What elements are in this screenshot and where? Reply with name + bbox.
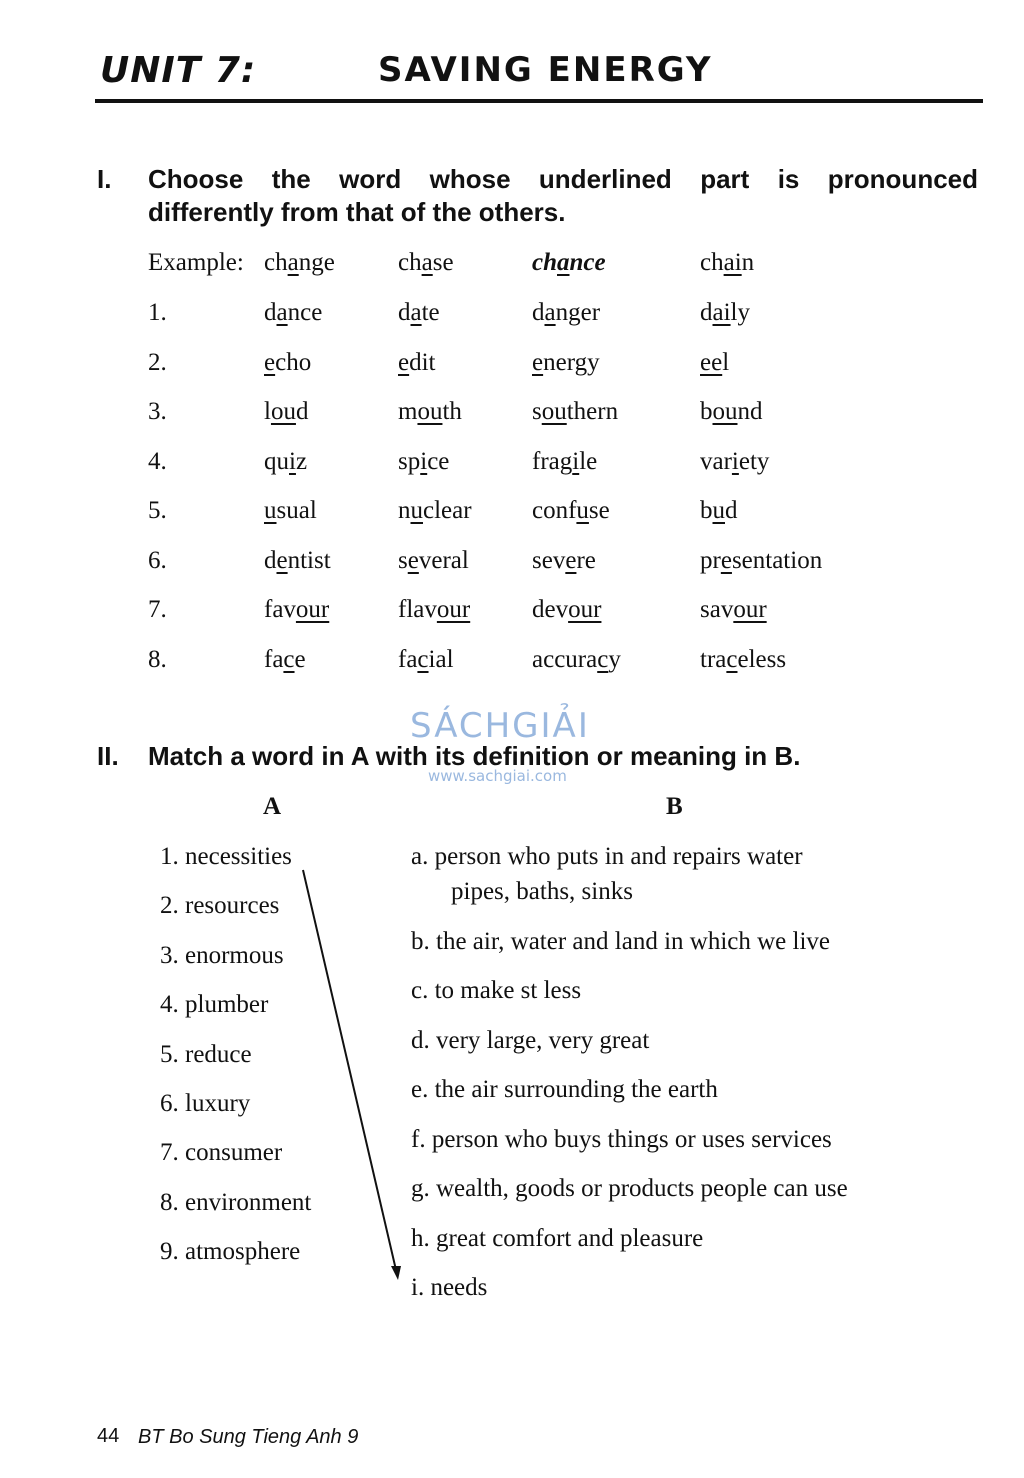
underlined-part: c [597,645,609,673]
word-part: ial [428,645,454,673]
book-title: BT Bo Sung Tieng Anh 9 [138,1426,359,1448]
column-a-item: 7. consumer [160,1139,283,1167]
row-number: 5. [148,497,167,524]
word-part: l [264,398,271,425]
word-part: fa [398,645,418,673]
underlined-part: ai [712,299,731,326]
underlined-part: e [407,546,419,574]
underlined-part: our [733,596,767,623]
word-part: th [442,398,462,425]
column-b-item: h. great comfort and pleasure [411,1225,704,1252]
page-title: SAVING ENERGY [378,50,713,90]
row-number: 4. [148,447,167,475]
column-b-item: b. the air, water and land in which we live [411,928,830,955]
word-part: d [264,546,277,574]
word-part: veral [418,546,469,574]
underlined-part: ou [712,398,738,425]
column-b-item: e. the air surrounding the earth [411,1076,718,1103]
word-part: nce [287,299,323,326]
word-part: d [700,299,713,326]
underlined-part: e [532,348,544,376]
row-number: 6. [148,546,167,574]
underlined-part: e [398,348,410,376]
section2-number: II. [97,741,119,771]
underlined-part: a [276,299,288,326]
underlined-part: e [565,546,577,574]
word-part: se [588,497,610,524]
word-part: e [294,645,306,673]
underlined-part: ou [270,398,296,425]
word-part: d [398,299,411,326]
word-part: accura [532,645,598,673]
word-part: flav [398,596,437,623]
word-part: dev [532,596,569,623]
underlined-part: our [436,596,471,623]
word-part: n [398,497,411,524]
word-part: frag [532,447,573,475]
word-part: sav [700,596,734,623]
column-b-item-continued: pipes, baths, sinks [451,878,633,905]
column-a-item: 6. luxury [160,1090,251,1117]
underlined-part: e [720,546,732,574]
word-part: fav [264,596,296,623]
column-a-item: 2. resources [160,892,280,920]
underlined-part: a [410,299,422,326]
row-number: 8. [148,645,167,673]
word-part: m [398,398,418,425]
word-part: sual [276,497,317,524]
word-part: nge [298,249,335,276]
word-part: sentation [731,546,823,574]
word-part: nergy [543,348,600,376]
underlined-part: a [544,299,556,326]
underlined-part: ou [541,398,567,425]
underlined-part: ai [723,249,742,276]
underlined-part: e [264,348,276,376]
word-part: ly [730,299,750,326]
underlined-part: i [572,447,580,475]
word-part: pr [700,546,721,574]
word-part: l [722,348,730,376]
column-b-item: c. to make st less [411,977,582,1004]
column-a-item: 5. reduce [160,1040,252,1068]
column-a-item: 9. atmosphere [160,1238,301,1266]
underlined-part: i [289,447,296,475]
word-part: n [741,249,755,276]
word-part: d [532,299,545,326]
word-part: re [576,546,596,574]
word-part: d [264,299,277,326]
column-a-item: 3. enormous [160,941,284,969]
section1-number: I. [97,164,112,194]
word-part: d [725,497,738,524]
word-part: b [700,398,713,425]
page-number: 44 [97,1425,120,1447]
watermark-url: www.sachgiai.com [428,767,567,785]
column-b-item: i. needs [411,1274,488,1301]
word-part: se [432,249,454,276]
underlined-part: c [417,645,429,673]
underlined-part: e [276,546,288,574]
row-number: 3. [148,398,167,425]
word-part: ch [532,249,557,276]
word-part: s [398,546,408,574]
underlined-part: u [712,497,725,524]
underlined-part: i [420,447,428,475]
word-part: sp [398,447,421,475]
word-part: sev [532,546,566,574]
word-part: ce [427,447,450,475]
word-part: ch [700,249,724,276]
underlined-part: our [568,596,602,623]
underlined-part: i [731,447,739,475]
word-part: d [295,398,309,425]
word-part: ety [738,447,770,475]
underlined-part: ou [417,398,443,425]
column-a-item: 8. environment [160,1188,312,1216]
column-b-item: f. person who buys things or uses services [411,1126,832,1153]
word-part: clear [423,497,472,524]
underlined-part: c [726,645,738,673]
word-part: te [421,299,440,326]
word-part: nger [555,299,601,326]
underlined-part: u [264,497,277,524]
word-part: y [608,645,621,673]
word-part: nd [737,398,763,425]
column-a-item: 1. necessities [160,843,292,870]
column-b-item: d. very large, very great [411,1027,650,1054]
column-b-header: B [666,793,683,820]
underlined-part: u [576,497,589,524]
example-label: Example: [148,249,244,276]
row-number: 1. [148,299,167,326]
word-part: thern [566,398,619,425]
word-part: dit [409,348,436,376]
watermark-brand: SÁCHGIẢI [410,706,590,746]
underlined-part: a [557,249,570,276]
word-part: nce [569,249,606,276]
unit-label: UNIT 7: [100,50,257,91]
word-part: eless [737,645,787,673]
section1-instruction-line1: Choose the word whose underlined part is pronounced [148,164,978,194]
underlined-part: c [283,645,295,673]
word-part: ntist [287,546,331,574]
underlined-part: u [410,497,423,524]
word-part: le [579,447,598,475]
word-part: ch [264,249,288,276]
underlined-part: ee [700,348,723,376]
column-b-item: g. wealth, goods or products people can use [411,1175,848,1202]
word-part: qu [264,447,289,475]
word-part: var [700,447,732,475]
word-part: conf [532,497,577,524]
section2-instruction: Match a word in A with its definition or meaning in B. [148,741,801,771]
section1-instruction-line2: differently from that of the others. [148,197,566,227]
row-number: 2. [148,348,167,376]
underlined-part: a [287,249,299,276]
word-part: s [532,398,542,425]
word-part: tra [700,645,727,673]
word-part: ch [398,249,422,276]
word-part: fa [264,645,284,673]
underlined-part: our [295,596,330,623]
word-part: cho [275,348,312,376]
column-a-header: A [263,793,282,820]
underlined-part: a [421,249,433,276]
word-part: b [700,497,713,524]
column-b-item: a. person who puts in and repairs water [411,843,803,870]
column-a-item: 4. plumber [160,991,269,1019]
row-number: 7. [148,596,167,623]
word-part: z [295,447,308,475]
